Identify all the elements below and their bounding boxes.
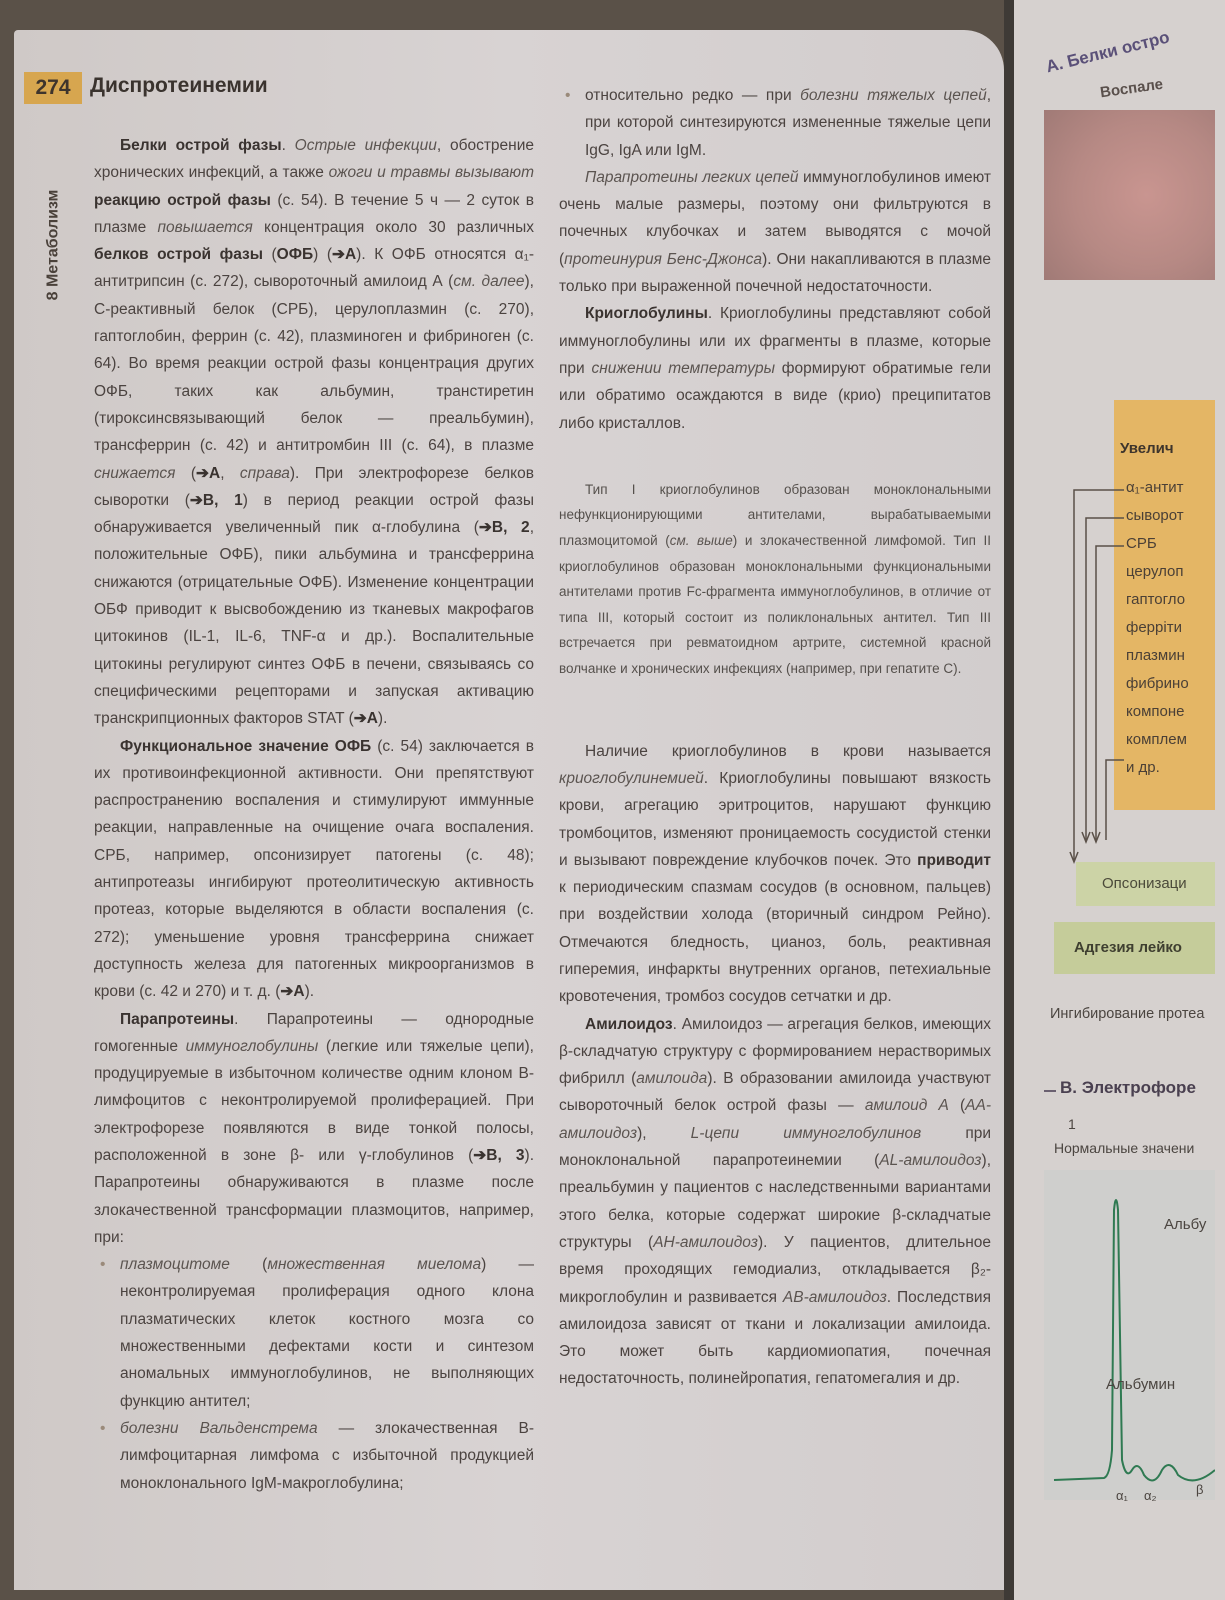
inflammation-label: Воспале: [1099, 75, 1165, 102]
list-item: и др.: [1126, 759, 1160, 776]
note-cryoglobulin-types: Тип I криоглобулинов образован моноклональными нефункционирующими антителами, вырабатываемыми плазмоцитомой (см. выше) и злокачественной лимфомой. Тип II криоглобулинов образован моноклональными функциональными антителами против Fc-фрагмента иммуноглобулинов, в отличие от типа III, который состоит из поликлональных антител. Тип III встречается при ревматоидном артрите, системной красной волчанке и хронических инфекциях (например, при гепатите С).: [559, 481, 991, 677]
figure-b-rule: [1044, 1090, 1056, 1092]
albumin-label-top: Альбу: [1164, 1216, 1207, 1233]
list-item: α₁-антит: [1126, 479, 1184, 496]
left-column: [94, 132, 534, 1497]
list-item: церулоп: [1126, 563, 1184, 580]
paragraph-cryoglobulinemia: Наличие криоглобулинов в крови называется криоглобулинемией. Криоглобулины повышают вязкость крови, агрегацию эритроцитов, нарушают функцию тромбоцитов, изменяют проницаемость сосудистой стенки и вызывают повреждение клубочков почек. Это приводит к периодическим спазмам сосудов (в основном, пальцев) при воздействии холода (вторичный синдром Рейно). Отмечаются бледность, цианоз, боль, реактивная гиперемия, инфаркты внутренних органов, петехиальные кровотечения, тромбоз сосудов сетчатки и др.: [559, 742, 991, 1006]
beta-label: β: [1196, 1482, 1204, 1497]
list-item: ферріти: [1126, 619, 1182, 636]
paragraph-paraproteins: Парапротеины. Парапротеины — однородные гомогенные иммуноглобулины (легкие или тяжелые цепи), продуцируемые в избыточном количестве одним клоном В-лимфоцитов с неконтролируемой пролиферацией. При электрофорезе появляются в виде тонкой полосы, расположенной в зоне β- или γ-глобулинов (➔В, 3). Парапротеины обнаруживаются в плазме после злокачественной трансформации плазмоцитов, например, при:: [94, 1010, 535, 1246]
paragraph-light-chains: Парапротеины легких цепей иммуноглобулинов имеют очень малые размеры, поэтому они фильтруются в почечных клубочках и затем выводятся с мочой (протеинурия Бенс-Джонса). Они накапливаются в плазме только при выраженной почечной недостаточности.: [559, 168, 991, 296]
figure-a-title: А. Белки остро: [1044, 27, 1172, 77]
list-item: • болезни Вальденстрема — злокачественная В-лимфоцитарная лимфома с избыточной продукцией моноклонального IgM-макроглобулина;: [120, 1415, 534, 1497]
paraprotein-list-continued: [559, 82, 991, 164]
right-column: [559, 82, 991, 1393]
figure-b-subtitle: Нормальные значени: [1054, 1140, 1195, 1156]
section-tab-label: 8 Метаболизм: [44, 189, 61, 301]
list-item: гаптогло: [1126, 591, 1186, 608]
alpha1-label: α₁: [1116, 1488, 1128, 1503]
list-item: комплем: [1126, 731, 1187, 748]
section-tab: [38, 160, 68, 330]
increase-list: [1126, 474, 1216, 782]
paragraph-amyloidosis: Амилоидоз. Амилоидоз — агрегация белков, имеющих β-складчатую структуру с формированием нерастворимых фибрилл (амилоида). В образовании амилоида участвуют сывороточный белок острой фазы — амилоид А (АА-амилоидоз), L-цепи иммуноглобулинов при моноклональной парапротеинемии (AL-амилоидоз), преальбумин у пациентов с наследственными вариантами этого белка, которые содержат широкие β-складчатые структуры (АН-амилоидоз). У пациентов, длительное время проходящих гемодиализ, откладывается β₂-микроглобулин и развивается АВ-амилоидоз. Последствия амилоидоза зависят от ткани и локализации амилоида. Это может быть кардиомиопатия, почечная недостаточность, полинейропатия, гепатомегалия и др.: [559, 1015, 991, 1388]
paraprotein-list: [94, 1251, 534, 1497]
list-item: сыворот: [1126, 507, 1184, 524]
paragraph-functional-significance: Функциональное значение ОФБ (с. 54) заключается в их противоинфекционной активности. Они препятствуют распространению воспаления и стимулируют иммунные реакции, направленные на очищение очага воспаления. СРБ, например, опсонизирует патогены (с. 48); антипротеазы ингибируют протеолитическую активность протеаз, которые выделяются в области воспаления (с. 272); уменьшение уровня трансферрина снижает доступность железа для патогенных микроорганизмов в крови (с. 42 и 270) и т. д. (➔А).: [94, 737, 534, 1001]
list-item: • плазмоцитоме (множественная миелома) — неконтролируемая пролиферация одного клона плазматических клеток костного мозга со множественными дефектами кости и синтезом аномальных иммуноглобулинов, не выполняющих функцию антител;: [120, 1251, 534, 1415]
opsonization-box: Опсонизаци: [1076, 862, 1215, 906]
book-page: [14, 30, 1004, 1590]
albumin-label: Альбумин: [1106, 1376, 1176, 1393]
list-item: плазмин: [1126, 647, 1185, 664]
alpha2-label: α₂: [1144, 1488, 1157, 1503]
list-item: • относительно редко — при болезни тяжелых цепей, при которой синтезируются измененные тяжелые цепи IgG, IgA или IgM.: [585, 82, 991, 164]
inflammation-photo: [1044, 110, 1215, 280]
list-item: фибрино: [1126, 675, 1189, 692]
facing-page-edge: [1004, 0, 1225, 1600]
connector-arrows: [1034, 480, 1134, 880]
running-title: Диспротеинемии: [90, 74, 268, 97]
list-item: СРБ: [1126, 535, 1157, 552]
page-number: 274: [24, 72, 82, 104]
list-item: компоне: [1126, 703, 1185, 720]
paragraph-acute-phase: Белки острой фазы. Острые инфекции, обострение хронических инфекций, а также ожоги и травмы вызывают реакцию острой фазы (с. 54). В течение 5 ч — 2 суток в плазме повышается концентрация около 30 различных белков острой фазы (ОФБ) (➔А). К ОФБ относятся α₁-антитрипсин (с. 272), сывороточный амилоид А (см. далее), С-реактивный белок (СРБ), церулоплазмин (с. 270), гаптоглобин, феррин (с. 42), плазминоген и фибриноген (с. 64). Во время реакции острой фазы концентрация других ОФБ, таких как альбумин, транстиретин (тироксинсвязывающий белок — преальбумин), трансферрин (с. 42) и антитромбин III (с. 64), в плазме снижается (➔А, справа). При электрофорезе белков сыворотки (➔В, 1) в период реакции острой фазы обнаруживается увеличенный пик α-глобулина (➔В, 2, положительные ОФБ), пики альбумина и трансферрина снижаются (отрицательные ОФБ). Изменение концентрации ОБФ приводит к высвобождению из тканевых макрофагов цитокинов (IL-1, IL-6, TNF-α и др.). Воспалительные цитокины регулируют синтез ОФБ в печени, связываясь со специфическими рецепторами и запуская активацию транскрипционных факторов STAT (➔А).: [94, 137, 535, 728]
protease-inhibition-label: Ингибирование протеа: [1050, 1006, 1205, 1022]
leukocyte-adhesion-box: Адгезия лейко: [1054, 922, 1215, 974]
figure-b-panel-number: 1: [1068, 1116, 1076, 1132]
paragraph-cryoglobulins: Криоглобулины. Криоглобулины представляют собой иммуноглобулины или их фрагменты в плазме, которые при снижении температуры формируют обратимые гели или обратимо осаждаются в виде (крио) преципитатов либо кристаллов.: [559, 305, 991, 432]
figure-b-title: В. Электрофоре: [1060, 1078, 1196, 1097]
increase-heading: Увелич: [1120, 440, 1174, 457]
